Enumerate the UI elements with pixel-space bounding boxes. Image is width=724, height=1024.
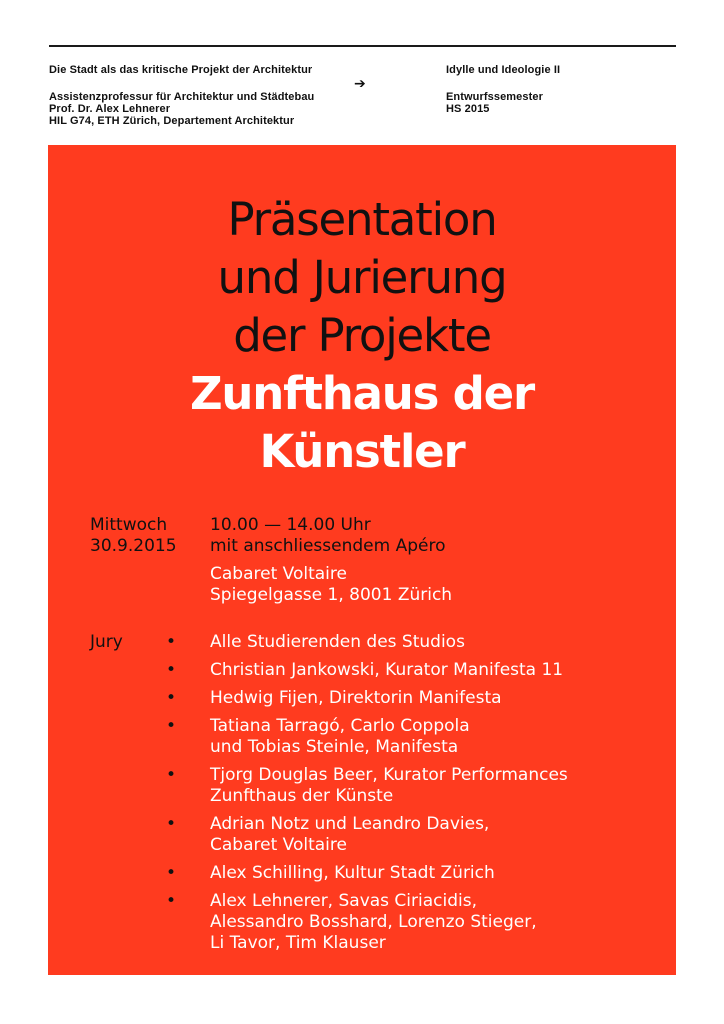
jury-member xyxy=(166,814,666,856)
jury-member-name: Tatiana Tarragó, Carlo Coppola und Tobias Steinle, Manifesta xyxy=(210,716,470,757)
bullet-icon: • xyxy=(166,688,177,708)
bullet-icon: • xyxy=(166,632,177,652)
poster-panel xyxy=(48,145,676,975)
semester-type: Entwurfssemester xyxy=(446,91,543,103)
title-line: der Projekte xyxy=(233,309,491,362)
venue-title-line: Künstler xyxy=(259,425,465,478)
jury-member-name: Adrian Notz und Leandro Davies, Cabaret Voltaire xyxy=(210,814,490,855)
bullet-icon: • xyxy=(166,716,177,736)
bullet-icon: • xyxy=(166,863,177,883)
jury-member-name: Alex Schilling, Kultur Stadt Zürich xyxy=(210,863,495,883)
jury-member-name: Christian Jankowski, Kurator Manifesta 11 xyxy=(210,660,564,680)
jury-list xyxy=(166,632,666,961)
jury-member-name: Tjorg Douglas Beer, Kurator Performances Zunfthaus der Künste xyxy=(210,765,568,806)
event-time: 10.00 — 14.00 Uhr xyxy=(210,515,371,535)
arrow-right-icon: ➔ xyxy=(354,75,366,91)
jury-member xyxy=(166,632,666,653)
jury-member xyxy=(166,716,666,758)
course-title: Die Stadt als das kritische Projekt der Architektur xyxy=(49,64,313,76)
jury-member xyxy=(166,688,666,709)
jury-member-name: Alex Lehnerer, Savas Ciriacidis, Alessandro Bosshard, Lorenzo Stieger, Li Tavor, Tim Klauser xyxy=(210,891,537,953)
professor-name: Prof. Dr. Alex Lehnerer xyxy=(49,103,171,115)
event-apero: mit anschliessendem Apéro xyxy=(210,536,446,556)
title-line: und Jurierung xyxy=(217,251,507,304)
event-date: 30.9.2015 xyxy=(90,536,177,556)
bullet-icon: • xyxy=(166,660,177,680)
jury-member xyxy=(166,765,666,807)
bullet-icon: • xyxy=(166,814,177,834)
top-rule xyxy=(49,45,676,47)
bullet-icon: • xyxy=(166,891,177,911)
event-day: Mittwoch xyxy=(90,515,168,535)
header-right xyxy=(446,64,666,115)
jury-member xyxy=(166,863,666,884)
jury-member xyxy=(166,891,666,954)
bullet-icon: • xyxy=(166,765,177,785)
jury-member-name: Alle Studierenden des Studios xyxy=(210,632,465,652)
header-left xyxy=(49,64,359,127)
jury-label: Jury xyxy=(90,632,123,652)
jury-member-name: Hedwig Fijen, Direktorin Manifesta xyxy=(210,688,502,708)
jury-member xyxy=(166,660,666,681)
event-venue: Cabaret Voltaire xyxy=(210,564,347,584)
poster-title xyxy=(48,191,676,481)
studio-title: Idylle und Ideologie II xyxy=(446,64,561,76)
event-address: Spiegelgasse 1, 8001 Zürich xyxy=(210,585,453,605)
semester: HS 2015 xyxy=(446,103,490,115)
venue-title-line: Zunfthaus der xyxy=(189,367,534,420)
title-line: Präsentation xyxy=(227,193,497,246)
chair-name: Assistenzprofessur für Architektur und Städtebau xyxy=(49,91,315,103)
chair-address: HIL G74, ETH Zürich, Departement Architektur xyxy=(49,115,295,127)
